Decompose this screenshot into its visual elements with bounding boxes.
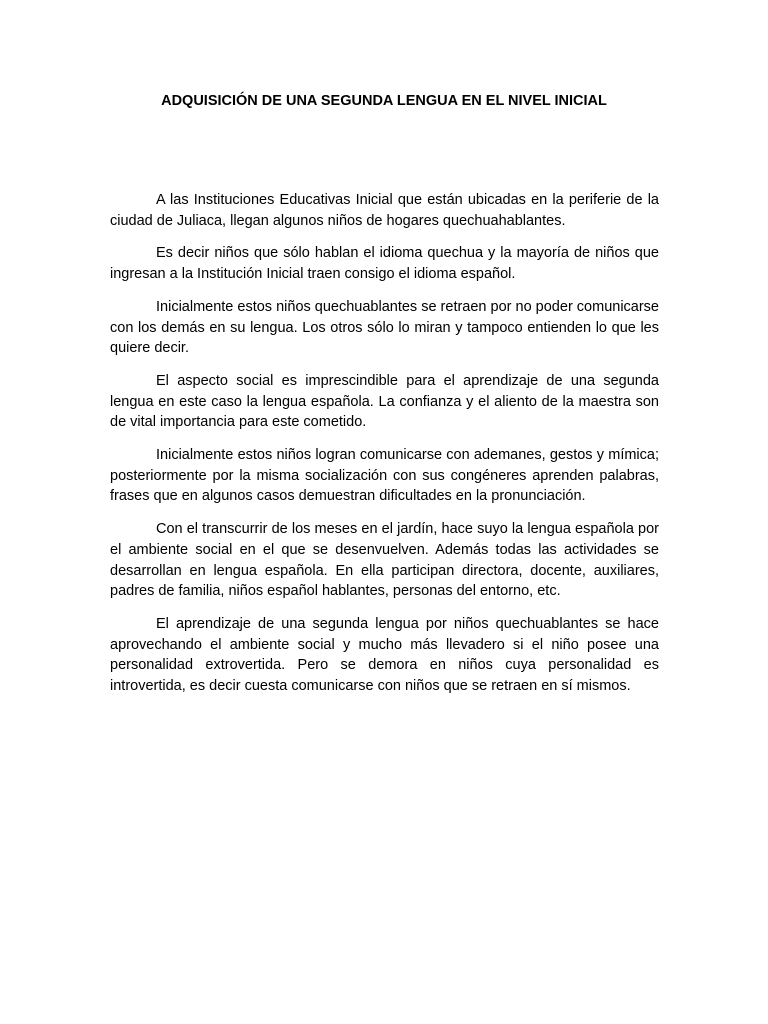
- paragraph-7: El aprendizaje de una segunda lengua por niños quechuablantes se hace aprovechando el ambiente social y mucho más llevadero si el niño posee una personalidad extrovertida. Pero se demora en niños cuya personalidad es introvertida, es decir cuesta comunicarse con niños que se retraen en sí mismos.: [110, 615, 659, 695]
- paragraph-4: El aspecto social es imprescindible para el aprendizaje de una segunda lengua en este caso la lengua española. La confianza y el aliento de la maestra son de vital importancia para este cometido.: [110, 372, 659, 431]
- document-body: [110, 190, 659, 709]
- paragraph-2: Es decir niños que sólo hablan el idioma quechua y la mayoría de niños que ingresan a la Institución Inicial traen consigo el idioma español.: [110, 245, 659, 283]
- paragraph-5: Inicialmente estos niños logran comunicarse con ademanes, gestos y mímica; posteriormente por la misma socialización con sus congéneres aprenden palabras, frases que en algunos casos demuestran dificultades en la pronunciación.: [110, 447, 659, 505]
- document-title: ADQUISICIÓN DE UNA SEGUNDA LENGUA EN EL NIVEL INICIAL: [161, 93, 607, 109]
- paragraph-1: A las Instituciones Educativas Inicial que están ubicadas en la periferie de la ciudad de Juliaca, llegan algunos niños de hogares quechuahablantes.: [110, 192, 659, 229]
- paragraph-3: Inicialmente estos niños quechuablantes se retraen por no poder comunicarse con los demás en su lengua. Los otros sólo lo miran y tampoco entienden lo que les quiere decir.: [110, 298, 659, 357]
- paragraph-6: Con el transcurrir de los meses en el jardín, hace suyo la lengua española por el ambiente social en el que se desenvuelven. Además todas las actividades se desarrollan en lengua española. En ella participan directora, docente, auxiliares, padres de familia, niños español hablantes, personas del entorno, etc.: [110, 521, 659, 600]
